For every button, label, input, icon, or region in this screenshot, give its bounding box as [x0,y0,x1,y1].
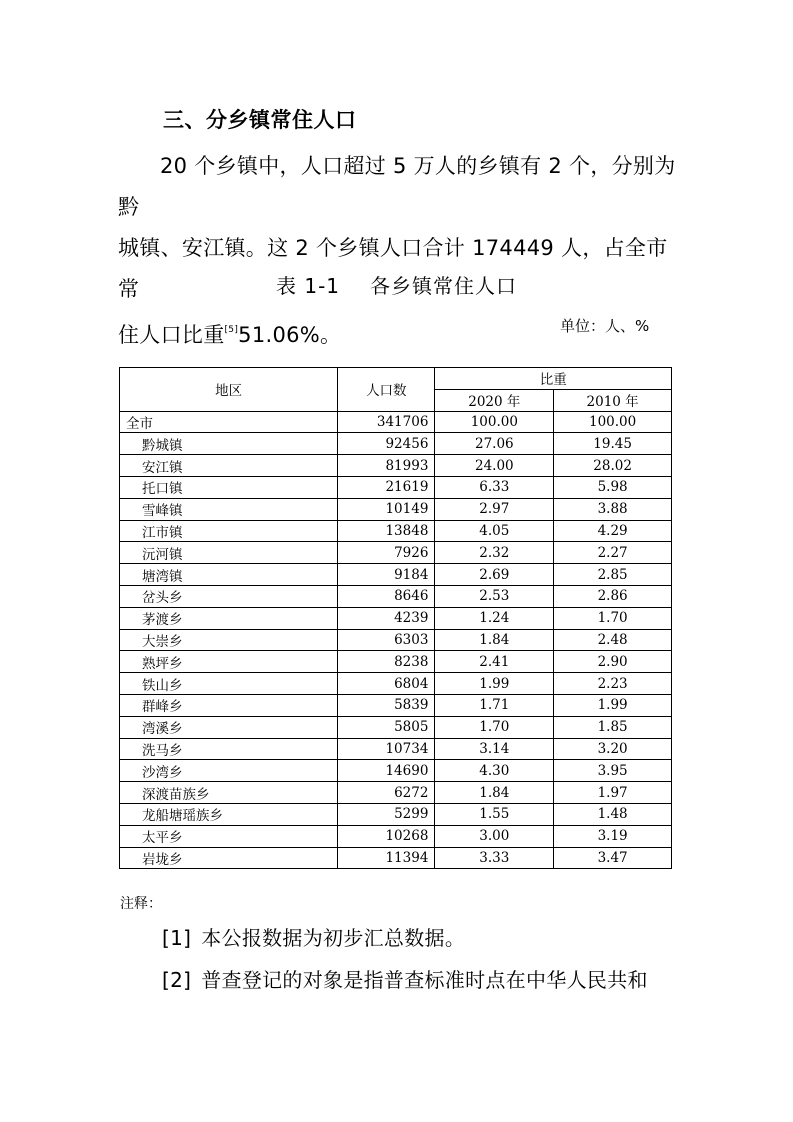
cell-region: 江市镇 [120,520,338,542]
cell-share-2020: 27.06 [435,433,554,455]
cell-population: 92456 [338,433,435,455]
table-row [120,760,672,782]
cell-share-2010: 2.90 [554,651,672,673]
cell-share-2020: 100.00 [435,411,554,433]
footnote-reference[interactable]: [5] [224,325,239,335]
cell-share-2020: 1.99 [435,673,554,695]
cell-population: 81993 [338,455,435,477]
cell-region: 沙湾乡 [120,760,338,782]
paragraph-line-1: 20 个乡镇中，人口超过 5 万人的乡镇有 2 个，分别为黔 [118,154,676,219]
table-row [120,455,672,477]
cell-share-2020: 2.53 [435,585,554,607]
cell-share-2020: 6.33 [435,476,554,498]
cell-region: 岔头乡 [120,585,338,607]
cell-region: 安江镇 [120,455,338,477]
cell-share-2010: 28.02 [554,455,672,477]
cell-share-2020: 3.14 [435,738,554,760]
table-row [120,564,672,586]
table-row [120,585,672,607]
cell-region: 龙船塘瑶族乡 [120,803,338,825]
cell-region: 群峰乡 [120,694,338,716]
table-row [120,738,672,760]
note-text: 本公报数据为初步汇总数据。 [201,926,466,950]
cell-share-2020: 3.00 [435,825,554,847]
cell-population: 10734 [338,738,435,760]
population-table [119,367,672,869]
cell-share-2020: 24.00 [435,455,554,477]
table-name: 各乡镇常住人口 [370,274,518,298]
table-row [120,542,672,564]
table-title [0,270,793,299]
table-header-row [120,368,672,390]
cell-population: 5299 [338,803,435,825]
cell-share-2020: 1.55 [435,803,554,825]
cell-share-2010: 5.98 [554,476,672,498]
note-item-2 [162,964,648,993]
table-row [120,694,672,716]
cell-region: 湾溪乡 [120,716,338,738]
cell-region: 岩垅乡 [120,847,338,869]
cell-share-2020: 1.71 [435,694,554,716]
cell-population: 4239 [338,607,435,629]
table-row [120,629,672,651]
cell-share-2020: 1.84 [435,629,554,651]
table-row [120,847,672,869]
header-year-2010: 2010 年 [554,389,672,411]
cell-share-2010: 3.20 [554,738,672,760]
paragraph-line-3: 住人口比重[5]51.06%。 [118,323,342,347]
cell-share-2010: 2.23 [554,673,672,695]
table-row [120,520,672,542]
note-text: 普查登记的对象是指普查标准时点在中华人民共和 [201,968,648,992]
cell-region: 托口镇 [120,476,338,498]
cell-population: 5839 [338,694,435,716]
cell-population: 8646 [338,585,435,607]
cell-population: 13848 [338,520,435,542]
cell-share-2020: 2.32 [435,542,554,564]
cell-population: 10268 [338,825,435,847]
cell-population: 21619 [338,476,435,498]
table-row [120,411,672,433]
cell-region: 雪峰镇 [120,498,338,520]
header-population: 人口数 [338,368,435,412]
notes-label: 注释： [120,896,162,912]
cell-population: 10149 [338,498,435,520]
table-row [120,825,672,847]
cell-share-2020: 1.70 [435,716,554,738]
cell-population: 11394 [338,847,435,869]
cell-region: 铁山乡 [120,673,338,695]
table-row [120,433,672,455]
table-row [120,651,672,673]
header-year-2020: 2020 年 [435,389,554,411]
cell-share-2020: 2.69 [435,564,554,586]
cell-share-2010: 3.19 [554,825,672,847]
cell-share-2020: 3.33 [435,847,554,869]
table-row [120,607,672,629]
unit-label: 单位：人、% [560,317,650,335]
cell-share-2020: 1.84 [435,782,554,804]
cell-share-2020: 4.30 [435,760,554,782]
cell-region: 深渡苗族乡 [120,782,338,804]
cell-share-2020: 2.97 [435,498,554,520]
header-region: 地区 [120,368,338,412]
cell-population: 341706 [338,411,435,433]
cell-region: 洗马乡 [120,738,338,760]
cell-share-2010: 3.88 [554,498,672,520]
table-row [120,476,672,498]
note-marker: [1] [162,926,192,950]
paragraph-line-2: 城镇、安江镇。这 2 个乡镇人口合计 174449 人，占全市常 [118,236,668,301]
table-row [120,716,672,738]
cell-share-2010: 4.29 [554,520,672,542]
cell-share-2010: 2.86 [554,585,672,607]
cell-share-2010: 1.97 [554,782,672,804]
cell-region: 塘湾镇 [120,564,338,586]
cell-region: 茅渡乡 [120,607,338,629]
cell-population: 6804 [338,673,435,695]
table-row [120,782,672,804]
cell-region: 熟坪乡 [120,651,338,673]
note-marker: [2] [162,968,192,992]
cell-share-2010: 2.85 [554,564,672,586]
cell-population: 14690 [338,760,435,782]
cell-population: 9184 [338,564,435,586]
table-row [120,498,672,520]
table-body [120,411,672,869]
cell-population: 8238 [338,651,435,673]
section-heading: 三、分乡镇常住人口 [163,108,357,132]
cell-population: 6272 [338,782,435,804]
cell-region: 黔城镇 [120,433,338,455]
cell-share-2010: 3.47 [554,847,672,869]
cell-share-2010: 1.70 [554,607,672,629]
header-share: 比重 [435,368,672,390]
cell-population: 7926 [338,542,435,564]
cell-region: 大崇乡 [120,629,338,651]
cell-share-2010: 1.85 [554,716,672,738]
cell-share-2010: 2.48 [554,629,672,651]
cell-region: 沅河镇 [120,542,338,564]
cell-region: 太平乡 [120,825,338,847]
cell-share-2010: 1.99 [554,694,672,716]
cell-population: 6303 [338,629,435,651]
cell-share-2020: 4.05 [435,520,554,542]
table-row [120,673,672,695]
cell-share-2020: 2.41 [435,651,554,673]
cell-share-2010: 1.48 [554,803,672,825]
cell-population: 5805 [338,716,435,738]
cell-region: 全市 [120,411,338,433]
table-row [120,803,672,825]
cell-share-2010: 3.95 [554,760,672,782]
cell-share-2010: 2.27 [554,542,672,564]
note-item-1 [162,922,465,951]
cell-share-2010: 100.00 [554,411,672,433]
table-number: 表 1-1 [275,274,341,298]
cell-share-2020: 1.24 [435,607,554,629]
cell-share-2010: 19.45 [554,433,672,455]
